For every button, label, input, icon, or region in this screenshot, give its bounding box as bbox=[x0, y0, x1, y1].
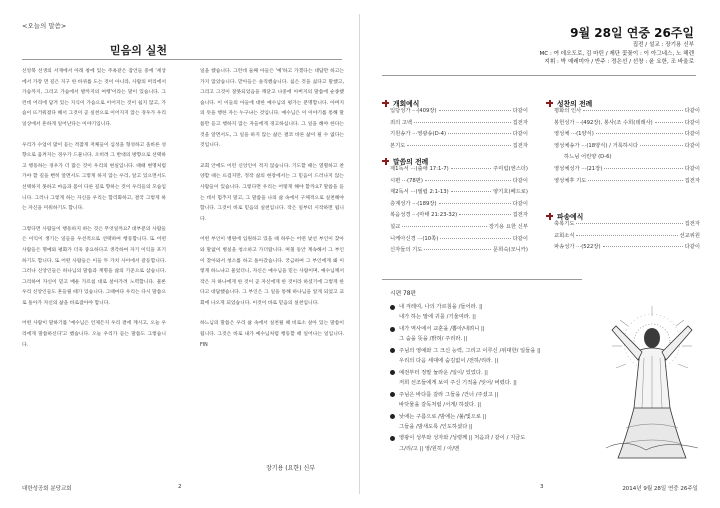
service-item-leader: 다같이 bbox=[684, 142, 700, 149]
service-item-name: 평화의 인사 bbox=[554, 108, 582, 114]
service-item-name: 축복기도 bbox=[554, 221, 575, 227]
bullet-icon bbox=[390, 414, 395, 419]
service-item-leader: 집전자 bbox=[512, 119, 528, 126]
dot-leader bbox=[604, 168, 682, 169]
right-page bbox=[360, 0, 720, 508]
dot-leader bbox=[440, 238, 510, 239]
service-item-name: 하느님 어린양 (D-6) bbox=[564, 154, 612, 161]
psalm-verse bbox=[390, 368, 600, 388]
title-rule bbox=[22, 59, 342, 60]
section-title: 파송예식 bbox=[557, 213, 584, 221]
bullet-icon bbox=[390, 436, 395, 441]
dot-leader bbox=[451, 191, 491, 192]
service-item bbox=[390, 245, 528, 257]
service-item-name: 시편 ···(78편) bbox=[390, 177, 423, 184]
psalm-line: 그 숨을 뜻을 /밝혀/ 주리라. || bbox=[399, 336, 468, 343]
bullet-icon bbox=[390, 392, 395, 397]
dot-leader bbox=[448, 133, 511, 134]
article-title: 믿음의 실천 bbox=[110, 44, 167, 57]
service-item-leader: 다같이 bbox=[684, 244, 700, 251]
dot-leader bbox=[596, 133, 683, 134]
liturgy-week-title: 9월 28일 연중 26주일 bbox=[570, 26, 694, 40]
dot-leader bbox=[640, 145, 682, 146]
psalm-line: 주님은 바다를 갈라 그들을 /건너 /주셨고 || bbox=[399, 391, 499, 398]
hymn-rule bbox=[382, 279, 582, 280]
section-title: 성찬의 전례 bbox=[557, 100, 593, 108]
article-paragraph: 우리가 수업이 많이 듣는 적잖게 저체들이 심성을 형성하고 올바른 성향으로 움켜지는 경우가 드물니다. 오히려 그 반대의 방향으로 선택하고 행동하는 경우가 더 많은 것이 우리의 현실입니다. 때때 변명처럼 가야 할 길을 뻔히 알면서도 그렇게 하지 않는 우리, 알고 있으면서도 선택하지 못하고 마음과 몸이 다른 길로 향하는 것이 우리들의 모습입니다. 그러나 그렇게 하는 자신을 우리는 합리화하고, 결국 그렇게 하는 자신을 미워하기도 합니다. bbox=[22, 142, 166, 212]
psalm-verse bbox=[390, 412, 600, 432]
service-item-name: 영성체송가 ···(18양식) / 거룩하시다 bbox=[554, 142, 639, 149]
service-item bbox=[554, 106, 700, 118]
service-item-name: 복음성경 ···(마태 21:23-32) bbox=[390, 212, 458, 219]
service-item-leader: 주미림(엔스더) bbox=[493, 166, 528, 172]
service-item-name: 영성체 ···(1양식) bbox=[554, 131, 594, 138]
dot-leader bbox=[588, 180, 682, 181]
service-item-leader: 다같이 bbox=[512, 131, 528, 138]
footer-date: 2014년 9월 28일 연중 26주일 bbox=[622, 486, 698, 492]
cross-icon bbox=[546, 213, 553, 220]
service-item-name: 영성체후 기도 bbox=[554, 177, 587, 184]
service-item-name: 교회소식 bbox=[554, 232, 575, 239]
service-item-leader: 집전자 bbox=[512, 142, 528, 149]
service-item bbox=[390, 164, 528, 176]
dot-leader bbox=[439, 110, 511, 111]
service-item bbox=[390, 210, 528, 222]
psalm-verse bbox=[390, 433, 600, 453]
service-item-leader: 양기호(베드로) bbox=[493, 189, 528, 196]
cross-icon bbox=[546, 100, 553, 107]
credit-line: MC : 여 데오도로, 김 마틴 / 제단 꽃꽂이 : 이 아그네스, 노 헤렌 bbox=[539, 50, 694, 57]
psalm-line: 내 겨레여, 나의 가르침을 /들어라. || bbox=[399, 304, 483, 310]
psalm-line: 내가 하는 말에 귀를 /기울여라. || bbox=[399, 314, 476, 321]
psalm-line: 내가 역사에서 교훈을 /뽑아/내려니 || bbox=[399, 325, 485, 332]
service-item-name: 죄의 고백 bbox=[390, 119, 413, 126]
psalm-verse-lines bbox=[399, 412, 486, 432]
service-item bbox=[390, 234, 528, 246]
opening-items bbox=[390, 106, 528, 152]
dot-leader bbox=[414, 122, 510, 123]
cross-icon bbox=[382, 100, 389, 107]
dot-leader bbox=[576, 235, 677, 236]
page-number: 3 bbox=[540, 484, 544, 490]
article-paragraph: 어떤 사람이 말하기를 '예수님은 언제든지 우리 곁에 계시고, 오늘 우리에게 말씀하신다'고 했습니다. 오늘 우리가 듣는 말씀도 그렇습니다. bbox=[22, 321, 166, 348]
service-item bbox=[554, 141, 700, 153]
service-item-leader: 장기용 요한 신부 bbox=[488, 223, 528, 230]
service-item-leader: 문희숙(모니카) bbox=[493, 247, 528, 254]
cross-icon bbox=[382, 158, 389, 165]
dot-leader bbox=[655, 122, 683, 123]
dot-leader bbox=[459, 214, 510, 215]
service-item-leader: 다같이 bbox=[512, 177, 528, 184]
service-item bbox=[390, 141, 528, 153]
footer-church-name: 대한성공회 분당교회 bbox=[22, 486, 72, 492]
psalm-line: 그들을 /밤새도록 /인도하셨다 || bbox=[399, 423, 473, 430]
service-item bbox=[390, 187, 528, 199]
article-paragraph: 일을 했습니다. 그런데 둘째 아들은 '예'하고 가겠다는 대답만 하고는 가지 않았습니다. 맏아들은 솔직했습니다. 싫은 것을 싫다고 말했고, 그리고 그것이 잘못되었음을 깨닫고 나중에 아버지의 말씀에 순종했습니다. 이 이들의 아들에 대한 예수님의 평가는 분명합니다. 아버지의 뜻을 행한 자는 누구냐는 것입니다. 예수님은 이 이야기를 통해 말씀만 듣고 행하지 않는 자들에게 경고하십니다. 그 일을 해야 한다는 것을 알면서도, 그 일을 하지 않는 삶은 결코 바른 삶이 될 수 없다는 것입니다. bbox=[200, 69, 344, 149]
service-item-leader: 다같이 bbox=[684, 119, 700, 126]
service-item-leader: 집전자 bbox=[684, 221, 700, 227]
service-item bbox=[554, 164, 700, 176]
psalm-verse bbox=[390, 324, 600, 344]
psalm-line: 바닷물을 갈독처럼 /서게/ 하셨다. || bbox=[399, 401, 482, 408]
author-signature: 장기용 (요한) 신부 bbox=[266, 465, 316, 472]
psalm-line: 주님의 영예와 그 크신 능력, 그리고 이루신 /위대한/ 일들을 || bbox=[399, 347, 541, 354]
bullet-icon bbox=[390, 370, 395, 375]
psalm-verse-lines bbox=[399, 433, 525, 453]
service-item-name: 니케아신경 ···(10쪽) bbox=[390, 235, 439, 242]
psalm-line: 영광이 성부와 성자와 /성령께 || 처음과 / 같이 / 지금도 bbox=[399, 435, 526, 442]
section-title: 말씀의 전례 bbox=[393, 158, 429, 166]
service-item-leader: 다같이 bbox=[512, 200, 528, 207]
service-item bbox=[554, 176, 700, 188]
article-paragraph: 신앙북 선생의 서재에서 아래 창에 있는 주옥같은 잠언들 중에 '세상에서 가장 먼 길은 지구 한 바퀴를 도는 것이 아니라, 사람의 머리에서 가슴까지, 그리고 가슴에서 발까지의 여행'이라는 말이 있습니다. 그런데 어리에 담겨 있는 지식이 가슴으로 이어지는 것이 쉽지 않고, 가슴이 뜨거워졌다 해서 그것이 곧 실천으로 이어지지 않는 경우가 우리 일상에서 흔하게 일어난다는 이야기입니다. bbox=[22, 69, 166, 127]
service-item bbox=[554, 219, 700, 231]
article-column-2 bbox=[200, 67, 344, 361]
psalm-verse-lines bbox=[399, 346, 541, 366]
service-item bbox=[554, 118, 700, 130]
service-item-leader: 다같이 bbox=[684, 165, 700, 172]
service-item-name: 설교 bbox=[390, 223, 401, 230]
psalm-verse bbox=[390, 302, 600, 322]
risen-christ-illustration bbox=[596, 298, 708, 466]
article-paragraph: 교회 안에도 이런 신앙인이 적지 않습니다. 기도할 때는 열렬하고 찬양할 때는 뜨겁지만, 정작 삶의 현장에서는 그 믿음이 드러나지 않는 사람들이 있습니다. 그렇다면 우리는 어떻게 해야 할까요? 말씀을 듣는 데서 멈추지 말고, 그 말씀을 나의 삶 속에서 구체적으로 실천해야 합니다. 그것이 바로 믿음의 실천입니다. 작은 일부터 시작하면 됩니다. bbox=[200, 163, 344, 222]
dot-leader bbox=[576, 223, 682, 224]
psalm-verse bbox=[390, 390, 600, 410]
psalm-verse-lines bbox=[399, 390, 498, 410]
section-title: 개회예식 bbox=[393, 100, 420, 108]
service-item bbox=[554, 242, 700, 254]
service-item-leader: 선교위원 bbox=[679, 232, 700, 239]
service-item-name: 영성체성가 ···(21장) bbox=[554, 165, 603, 172]
service-item-leader: 다같이 bbox=[684, 131, 700, 138]
dot-leader bbox=[439, 203, 511, 204]
credit-line: 지휘 : 박 예레미아 / 반주 : 정은선 / 선창 : 윤 요한, 조 바울로 bbox=[544, 59, 694, 66]
credit-line: 집전 / 설교 : 장기용 신부 bbox=[632, 42, 694, 48]
service-item bbox=[390, 106, 528, 118]
service-item-name: 파송성가 ···(522장) bbox=[554, 244, 601, 251]
dot-leader bbox=[407, 145, 510, 146]
bullet-icon bbox=[390, 348, 395, 353]
article-paragraph: 그렇다면 사람들이 행동하지 하는 것은 무엇일까요? 대부분의 사람들은 이익이 생기는 일들을 우선적으로 선택하여 행동합니다. 또 어떤 사람들은 명예와 평화가 더욱 중요하다고 생각하여 자기 이익을 포기하기도 합니다. 또 어떤 사람들은 이들 두 가치 사이에서 갈등합니다. 그러나 신앙인들은 하나님의 말씀과 계명을 삶의 기준으로 삼습니다. 그리하여 자신이 믿고 배운 가르침 대로 살아가려 노력합니다. 물론 우리 신앙인들도 흔들릴 때가 있습니다. 그때마다 우리는 다시 말씀으로 돌아가 자신의 삶을 바로잡아야 합니다. bbox=[22, 226, 166, 306]
service-item bbox=[390, 176, 528, 188]
service-item bbox=[390, 129, 528, 141]
psalm-verse-lines bbox=[399, 302, 483, 322]
dot-leader bbox=[425, 180, 511, 181]
article-paragraph: 어떤 부인이 병원에 입원하고 있을 때 하루는 어떤 낯선 부인이 찾아와 말없이 병실을 청소하고 가더랍니다. 며칠 동안 계속해서 그 부인이 찾아와서 청소를 하고 돌아갔습니다. 궁금하여 그 부인에게 왜 이렇게 하느냐고 물었더니, 자신은 예수님을 믿는 사람이며, 예수님께서 작은 자 하나에게 한 것이 곧 자신에게 한 것이라 하셨기에 그렇게 한다고 대답했습니다. 그 부인은 그 일을 통해 하나님을 알게 되었고 교회에 나오게 되었습니다. 이것이 바로 믿음의 실천입니다. bbox=[200, 237, 344, 306]
psalm-line: 예전부터 정말 놀라운 /일이/ 있었다. || bbox=[399, 369, 488, 376]
bullet-icon bbox=[390, 305, 395, 310]
article-column-1 bbox=[22, 67, 166, 361]
psalm-line: 낮에는 구름으로 /밤에는 /불/빛으로 || bbox=[399, 413, 487, 420]
service-item bbox=[554, 129, 700, 141]
psalm-verses bbox=[390, 302, 600, 455]
service-item-name: 제1독서 ···(출애 17:1-7) bbox=[390, 166, 449, 172]
service-item-name: 신자들의 기도 bbox=[390, 247, 423, 254]
psalm-verse-lines bbox=[399, 324, 485, 344]
service-item bbox=[390, 199, 528, 211]
service-item-leader: 집전자 bbox=[512, 212, 528, 219]
dot-leader bbox=[424, 249, 491, 250]
psalm-verse bbox=[390, 346, 600, 366]
psalm-line: 저희 선조들에게 보여 주신 기적을 /잊어/ 버렸다. || bbox=[399, 379, 517, 386]
service-item-name: 제2독서 ···(필립 2:1-13) bbox=[390, 189, 449, 196]
credit-rule bbox=[382, 75, 696, 76]
dot-leader bbox=[583, 110, 682, 111]
service-item bbox=[390, 222, 528, 234]
service-item-name: 기원송가 ···영광송(D-4) bbox=[390, 131, 447, 138]
service-item bbox=[554, 231, 700, 243]
psalm-line: 우리의 다음 세대에 숨김없이 /전하/리라. || bbox=[399, 358, 499, 365]
word-items bbox=[390, 164, 528, 257]
page-number: 2 bbox=[178, 484, 182, 490]
service-item bbox=[390, 118, 528, 130]
service-item-leader: 다같이 bbox=[512, 108, 528, 114]
dot-leader bbox=[402, 226, 487, 227]
article-paragraph: 하느님의 말씀은 우리 삶 속에서 실천될 때 비로소 살아 있는 말씀이 됩니다. 그것은 바로 내가 예수님처럼 행동할 때 일어나는 일입니다. FIN bbox=[200, 321, 344, 348]
liturgy-credits bbox=[474, 41, 694, 67]
dismissal-items bbox=[554, 219, 700, 254]
service-item-leader: 다같이 bbox=[512, 235, 528, 242]
psalm-title: 시편 78편 bbox=[390, 291, 417, 297]
dot-leader bbox=[603, 246, 683, 247]
service-item-name: 층계성가 ···(189장) bbox=[390, 200, 437, 207]
service-item-name: 입당성가 ···(409장) bbox=[390, 108, 437, 114]
service-item-name: 봉헌성가 ···(492장), 봉사(조 수희(데레사) bbox=[554, 119, 653, 126]
service-item-leader: 다같이 bbox=[684, 108, 700, 114]
dot-leader bbox=[451, 168, 491, 169]
column-label: <오늘의 말씀> bbox=[22, 22, 67, 30]
psalm-line: 그/리/고 || 영/원히 / 아/멘 bbox=[399, 445, 460, 452]
service-item bbox=[554, 152, 700, 164]
bullet-icon bbox=[390, 327, 395, 332]
psalm-verse-lines bbox=[399, 368, 517, 388]
service-item-name: 본기도 bbox=[390, 142, 406, 149]
eucharist-items bbox=[554, 106, 700, 187]
service-item-leader: 집전자 bbox=[684, 177, 700, 184]
